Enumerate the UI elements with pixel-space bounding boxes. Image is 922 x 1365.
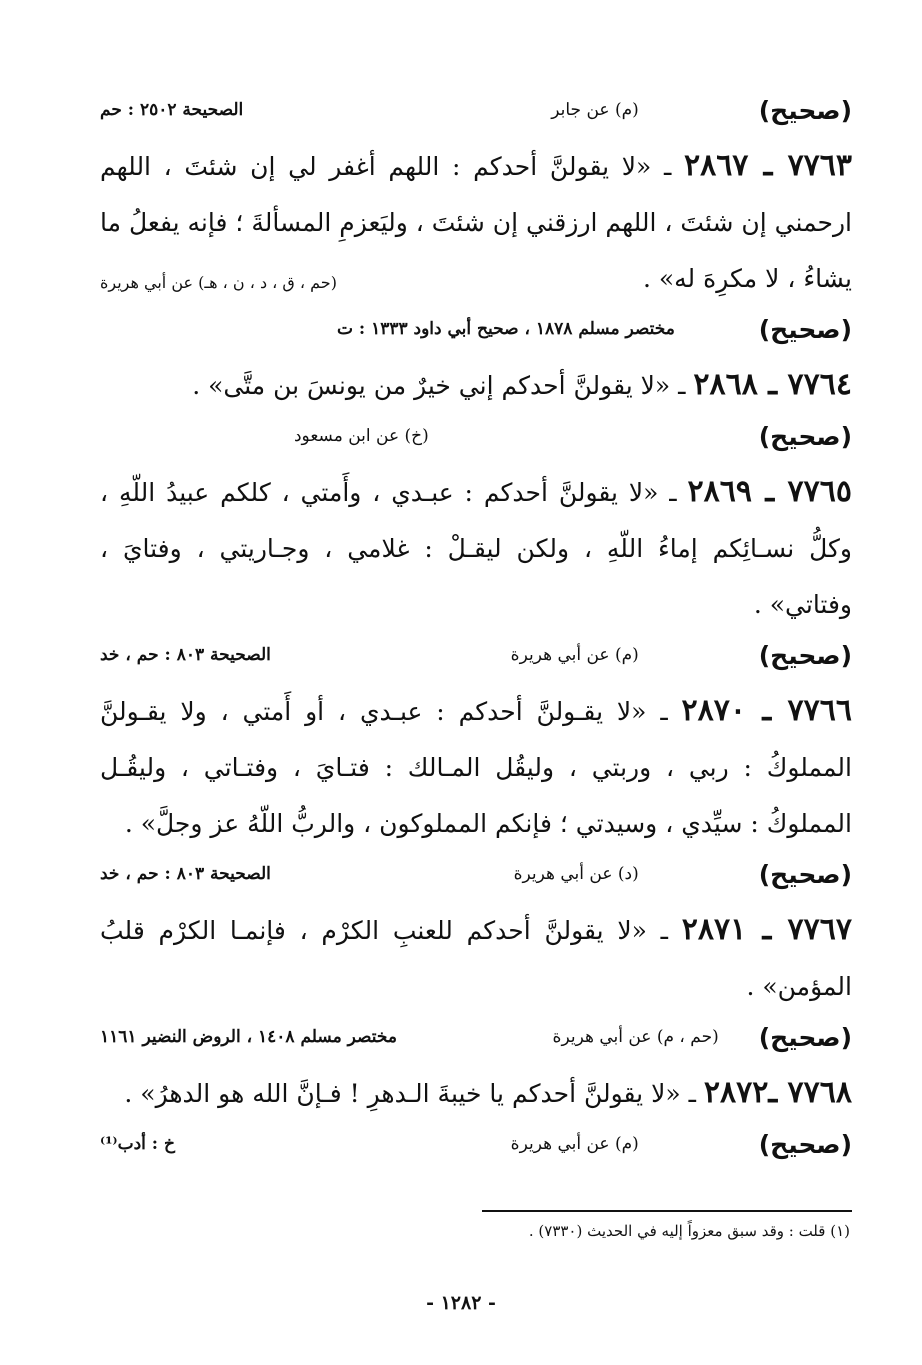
grading-line (100, 1015, 852, 1059)
hadith-entry (100, 138, 852, 307)
hadith-entry (100, 464, 852, 633)
hadith-entry (100, 902, 852, 1015)
hadith-number: ٧٧٦٦ ـ ٢٨٧٠ (681, 693, 852, 728)
hadith-text: ـ «لا يقولنَّ أحدكم يا خيبةَ الـدهرِ ! فـإنَّ الله هو الدهرُ» . (124, 1079, 696, 1108)
grade-source: (م) عن أبي هريرة (510, 1134, 639, 1154)
grade-label: (صحيح) (758, 95, 852, 125)
grade-label: (صحيح) (758, 640, 852, 670)
grade-reference: الصحيحة ٨٠٣ : حم ، خد (100, 864, 271, 884)
hadith-entry (100, 357, 852, 414)
hadith-number: ٧٧٦٥ ـ ٢٨٦٩ (687, 474, 852, 509)
hadith-narrators: (حم ، ق ، د ، ن ، هـ) عن أبي هريرة (100, 273, 337, 292)
grade-reference: الصحيحة ٢٥٠٢ : حم (100, 100, 244, 120)
footnote: (١) قلت : وقد سبق معزواً إليه في الحديث (٧٣٣٠) . (528, 1222, 850, 1240)
grade-reference: مختصر مسلم ١٤٠٨ ، الروض النضير ١١٦١ (100, 1027, 397, 1047)
grade-source: (حم ، م) عن أبي هريرة (552, 1027, 719, 1047)
hadith-text: ـ «لا يقولنَّ أحدكم للعنبِ الكرْم ، فإنمـا الكرْم قلبُ المؤمن» . (100, 916, 852, 1001)
grading-line (100, 633, 852, 677)
grading-line (100, 88, 852, 132)
page-number: - ١٢٨٢ - (426, 1292, 496, 1314)
grade-label: (صحيح) (758, 421, 852, 451)
grading-line (100, 414, 852, 458)
hadith-number: ٧٧٦٨ ـ٢٨٧٢ (703, 1075, 852, 1110)
grade-label: (صحيح) (758, 1022, 852, 1052)
hadith-number: ٧٧٦٣ ـ ٢٨٦٧ (683, 148, 853, 183)
grade-source: (خ) عن ابن مسعود (293, 426, 429, 446)
grade-reference: الصحيحة ٨٠٣ : حم ، خد (100, 645, 271, 665)
hadith-number: ٧٧٦٤ ـ ٢٨٦٨ (693, 367, 852, 402)
grade-reference: مختصر مسلم ١٨٧٨ ، صحيح أبي داود ١٣٣٣ : ت (336, 319, 675, 339)
grade-source: (م) عن أبي هريرة (510, 645, 639, 665)
grade-reference: خ : أدب⁽¹⁾ (100, 1134, 175, 1154)
hadith-text: ـ «لا يقولنَّ أحدكم : عبـدي ، وأَمتي ، كلكم عبيدُ اللّهِ ، وكلُّ نسـائِكم إماءُ اللّهِ ، ولكن ليقـلْ : غلامي ، وجـاريتي ، وفتايَ ، وفتاتي» . (100, 478, 852, 619)
grade-label: (صحيح) (758, 859, 852, 889)
hadith-text: ـ «لا يقولنَّ أحدكم : اللهم أغفر لي إن شئتَ ، اللهم ارحمني إن شئتَ ، اللهم ارزقني إن شئتَ ، وليَعزمِ المسألةَ ؛ فإنه يفعلُ ما يشاءُ ، لا مكرِهَ له» . (100, 152, 852, 293)
hadith-number: ٧٧٦٧ ـ ٢٨٧١ (681, 912, 852, 947)
hadith-entry (100, 1065, 852, 1122)
grade-label: (صحيح) (758, 314, 852, 344)
grading-line (100, 1122, 852, 1166)
grading-line (337, 307, 852, 351)
grade-label: (صحيح) (758, 1129, 852, 1159)
page-body (100, 88, 852, 1166)
hadith-entry (100, 683, 852, 852)
grade-source: (د) عن أبي هريرة (513, 864, 639, 884)
hadith-text: ـ «لا يقولنَّ أحدكم إني خيرٌ من يونسَ بن متَّى» . (192, 371, 686, 400)
footnote-divider (482, 1210, 852, 1212)
hadith-text: ـ «لا يقـولنَّ أحدكم : عبـدي ، أو أَمتي ، ولا يقـولنَّ المملوكُ : ربي ، وربتي ، وليقُل المـالك : فتـايَ ، وفتـاتي ، وليقُـل المملوكُ : سيِّدي ، وسيدتي ؛ فإنكم المملوكون ، والربُّ اللّهُ عز وجلَّ» . (100, 697, 852, 838)
grade-source: (م) عن جابر (551, 100, 639, 120)
grading-line (100, 852, 852, 896)
